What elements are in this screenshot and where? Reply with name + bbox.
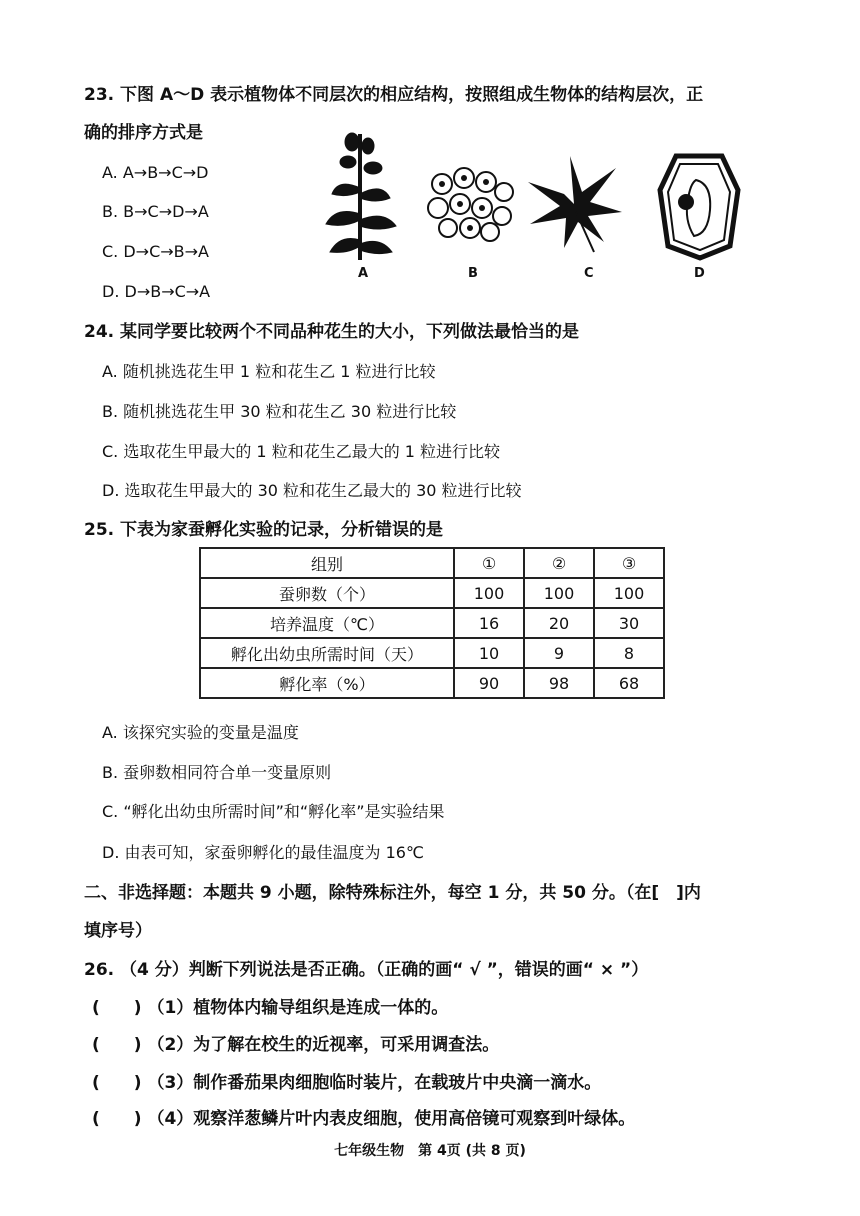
q24-option-b: B. 随机挑选花生甲 30 粒和花生乙 30 粒进行比较: [102, 402, 457, 421]
table-row: [200, 578, 664, 608]
q23-option-d: D. D→B→C→A: [102, 282, 211, 301]
figure-label-a: A: [358, 266, 369, 281]
figure-label-d: D: [694, 266, 705, 281]
tissue-illustration-b: [424, 162, 518, 246]
table-cell: 100: [594, 578, 664, 608]
table-header-cell: ②: [524, 548, 594, 578]
section2-heading-line2: 填序号）: [84, 921, 152, 941]
q24-option-a: A. 随机挑选花生甲 1 粒和花生乙 1 粒进行比较: [102, 362, 436, 381]
silkworm-hatching-table: [199, 547, 665, 699]
q23-option-a: A. A→B→C→D: [102, 163, 209, 182]
table-row: [200, 638, 664, 668]
table-cell: 孵化率（%）: [200, 668, 454, 698]
table-cell: 90: [454, 668, 524, 698]
cell-illustration-d: [656, 150, 742, 262]
table-cell: 孵化出幼虫所需时间（天）: [200, 638, 454, 668]
q23-option-c: C. D→C→B→A: [102, 242, 209, 261]
table-header-row: [200, 548, 664, 578]
table-cell: 蚕卵数（个）: [200, 578, 454, 608]
plant-illustration-a: [318, 128, 402, 268]
table-row: [200, 668, 664, 698]
q25-option-b: B. 蚕卵数相同符合单一变量原则: [102, 763, 332, 782]
table-cell: 培养温度（℃）: [200, 608, 454, 638]
q23-option-b: B. B→C→D→A: [102, 202, 209, 221]
q26-stem: 26. （4 分）判断下列说法是否正确。（正确的画“ √ ”，错误的画“ × ”）: [84, 960, 649, 980]
q24-option-d: D. 选取花生甲最大的 30 粒和花生乙最大的 30 粒进行比较: [102, 481, 522, 500]
section2-heading-line1: 二、非选择题：本题共 9 小题，除特殊标注外，每空 1 分，共 50 分。（在[ ]内: [84, 883, 701, 903]
table-cell: 16: [454, 608, 524, 638]
table-cell: 30: [594, 608, 664, 638]
table-row: [200, 608, 664, 638]
table-cell: 100: [524, 578, 594, 608]
q26-item-4: ( ) （4）观察洋葱鳞片叶内表皮细胞，使用高倍镜可观察到叶绿体。: [92, 1109, 636, 1129]
table-header-cell: ①: [454, 548, 524, 578]
table-cell: 10: [454, 638, 524, 668]
table-header-cell: 组别: [200, 548, 454, 578]
leaf-illustration-c: [524, 152, 624, 256]
q26-item-3: ( ) （3）制作番茄果肉细胞临时装片，在载玻片中央滴一滴水。: [92, 1073, 602, 1093]
table-header-cell: ③: [594, 548, 664, 578]
q23-stem-line1: 23. 下图 A～D 表示植物体不同层次的相应结构，按照组成生物体的结构层次，正: [84, 85, 704, 105]
table-cell: 100: [454, 578, 524, 608]
q25-option-d: D. 由表可知，家蚕卵孵化的最佳温度为 16℃: [102, 843, 424, 862]
table-cell: 9: [524, 638, 594, 668]
q26-item-1: ( ) （1）植物体内输导组织是连成一体的。: [92, 998, 449, 1018]
q24-option-c: C. 选取花生甲最大的 1 粒和花生乙最大的 1 粒进行比较: [102, 442, 501, 461]
q25-option-a: A. 该探究实验的变量是温度: [102, 723, 299, 742]
table-cell: 68: [594, 668, 664, 698]
q25-option-c: C. “孵化出幼虫所需时间”和“孵化率”是实验结果: [102, 802, 445, 821]
q26-item-2: ( ) （2）为了解在校生的近视率，可采用调查法。: [92, 1035, 500, 1055]
q25-stem: 25. 下表为家蚕孵化实验的记录，分析错误的是: [84, 520, 444, 540]
q24-stem: 24. 某同学要比较两个不同品种花生的大小，下列做法最恰当的是: [84, 322, 580, 342]
table-cell: 20: [524, 608, 594, 638]
figure-label-b: B: [468, 266, 478, 281]
table-cell: 8: [594, 638, 664, 668]
table-cell: 98: [524, 668, 594, 698]
page-footer: 七年级生物 第 4页 (共 8 页): [334, 1143, 526, 1159]
figure-label-c: C: [584, 266, 594, 281]
q23-stem-line2: 确的排序方式是: [84, 123, 203, 143]
